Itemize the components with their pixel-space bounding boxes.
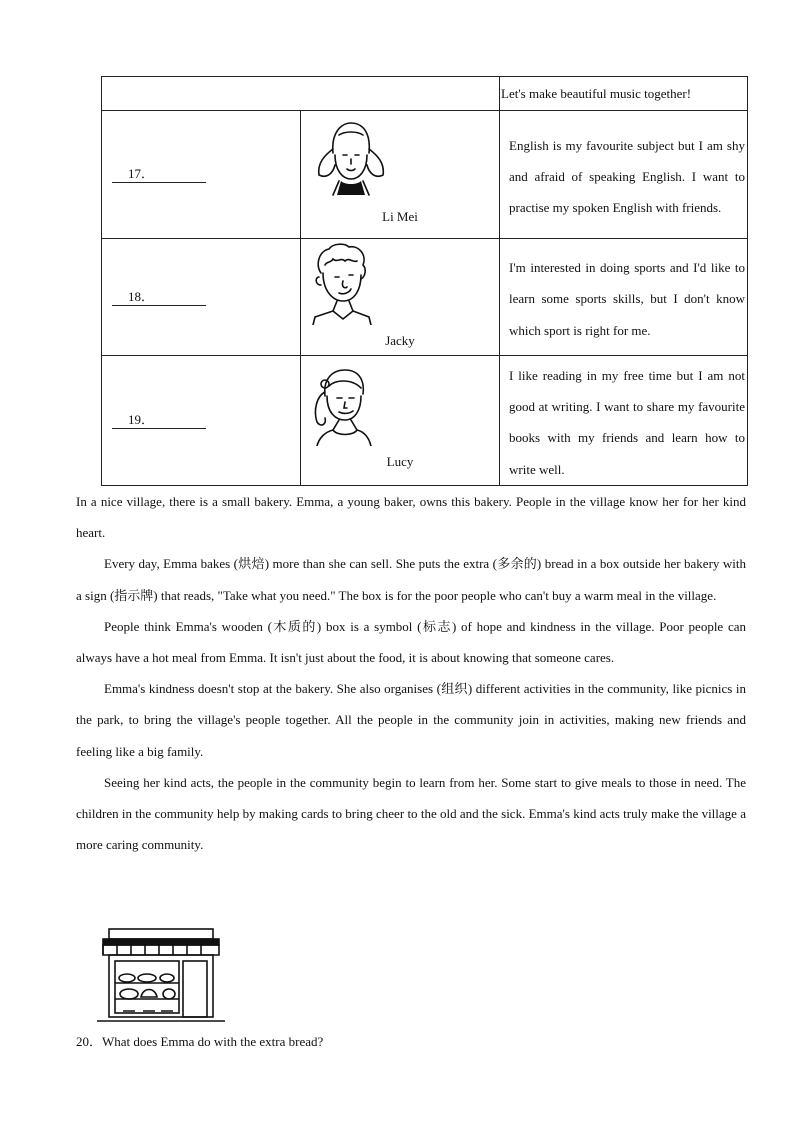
girl-lucy-portrait-icon: [311, 366, 373, 446]
passage-paragraph: People think Emma's wooden (木质的) box is a symbol (标志) of hope and kindness in the village. Poor people can always have a hot meal from Emma. It isn't just about the food, it is about knowing that someone cares.: [76, 618, 746, 666]
student-name: Jacky: [385, 333, 415, 348]
answer-blank-18[interactable]: 18．: [112, 289, 206, 306]
answer-blank-17[interactable]: 17．: [112, 166, 206, 183]
club-matching-table: [101, 76, 748, 486]
club-motto: Let's make beautiful music together!: [501, 85, 692, 101]
student-description: I'm interested in doing sports and I'd like to learn some sports skills, but I don't know which sport is right for me.: [509, 260, 745, 338]
description-cell: [500, 111, 748, 239]
answer-cell: [102, 356, 301, 486]
table-row: [102, 111, 748, 239]
empty-header-cell: [102, 77, 500, 111]
bakery-shop-icon: [95, 925, 227, 1025]
passage-paragraph: Every day, Emma bakes (烘焙) more than she can sell. She puts the extra (多余的) bread in a box outside her bakery with a sign (指示牌) that reads, "Take what you need." The box is for the poor people who can't buy a warm meal in the village.: [76, 556, 746, 603]
student-name: Li Mei: [382, 209, 418, 224]
portrait-cell: [301, 239, 500, 356]
girl-li-mei-portrait-icon: [311, 119, 391, 197]
answer-cell: [102, 239, 301, 356]
table-header-row: [102, 77, 748, 111]
table-row: [102, 356, 748, 486]
student-description: English is my favourite subject but I am shy and afraid of speaking English. I want to practise my spoken English with friends.: [509, 137, 745, 216]
passage-paragraph: Emma's kindness doesn't stop at the bakery. She also organises (组织) different activities in the community, like picnics in the park, to bring the village's people together. All the people in the community join in activities, making new friends and feeling like a big family.: [76, 681, 746, 759]
description-cell: [500, 239, 748, 356]
question-20: 20．What does Emma do with the extra bread?: [76, 1034, 324, 1049]
passage-paragraph: In a nice village, there is a small bakery. Emma, a young baker, owns this bakery. People in the village know her for her kind heart.: [76, 494, 746, 541]
passage-paragraph: Seeing her kind acts, the people in the community begin to learn from her. Some start to give meals to those in need. The children in the community help by making cards to bring cheer to the old and the sick. Emma's kind acts truly make the village a more caring community.: [76, 774, 746, 853]
portrait-cell: [301, 356, 500, 486]
boy-jacky-portrait-icon: [311, 243, 373, 325]
reading-passage: [76, 486, 746, 860]
club-motto-cell: [500, 77, 748, 111]
answer-cell: [102, 111, 301, 239]
student-name: Lucy: [386, 454, 414, 469]
answer-blank-19[interactable]: 19．: [112, 412, 206, 429]
portrait-cell: [301, 111, 500, 239]
description-cell: [500, 356, 748, 486]
table-row: [102, 239, 748, 356]
student-description: I like reading in my free time but I am not good at writing. I want to share my favourite books with my friends and learn how to write well.: [509, 368, 745, 477]
